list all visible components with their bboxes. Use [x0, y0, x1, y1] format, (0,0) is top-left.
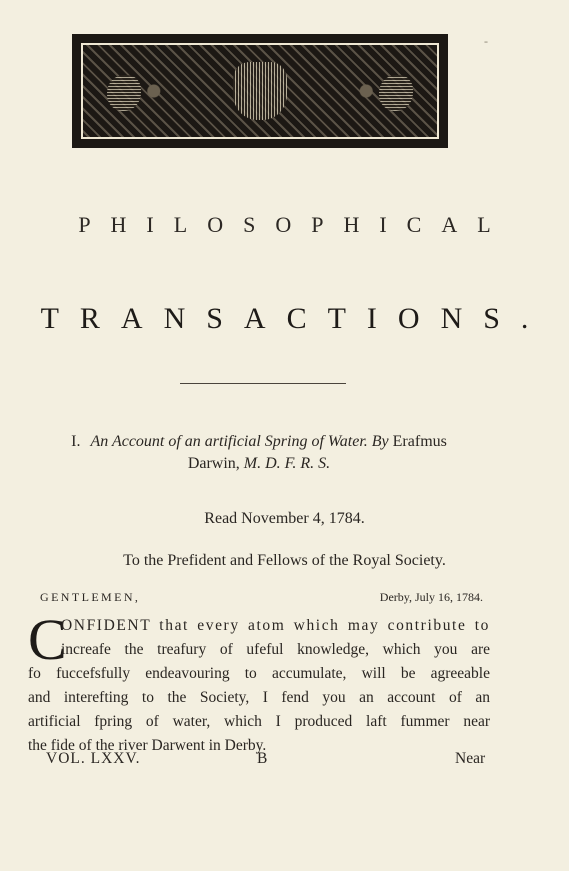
drop-cap: C — [28, 607, 67, 672]
urn-ornament — [233, 62, 287, 120]
body-line: artificial fpring of water, which I produced laft fummer near — [28, 713, 490, 730]
bird-ornament-left — [107, 75, 141, 111]
headpiece-engraving — [81, 43, 439, 139]
body-line: ONFIDENT that every atom which may contribute to — [61, 617, 490, 634]
article-by: By — [371, 433, 389, 450]
catchword: Near — [455, 750, 486, 767]
salutation: GENTLEMEN, — [40, 590, 141, 604]
address-line: To the Prefident and Fellows of the Royal Society. — [123, 552, 446, 569]
article-title-part1: An Account — [90, 433, 165, 450]
dateline: Derby, July 16, 1784. — [379, 590, 483, 604]
read-date: Read November 4, 1784. — [204, 510, 365, 527]
body-line: the fide of the river Darwent in Derby. — [28, 737, 267, 754]
volume-number: VOL. LXXV. — [46, 750, 141, 767]
article-title-part2: of an artificial Spring of Water. — [168, 433, 368, 450]
title-line-philosophical: PHILOSOPHICAL — [78, 212, 511, 237]
article-number: I. — [71, 433, 81, 450]
title-rule — [180, 383, 346, 384]
body-paragraph — [28, 614, 490, 758]
article-heading — [30, 431, 488, 475]
body-line: fo fuccefsfully endeavouring to accumulate, will be agreeable — [28, 665, 490, 682]
ornamental-headpiece — [72, 34, 448, 148]
signature-mark: B — [257, 750, 268, 767]
title-line-transactions: TRANSACTIONS. — [40, 302, 550, 335]
article-credentials: M. D. F. R. S. — [243, 455, 331, 472]
body-line: and interefting to the Society, I fend you an account of an — [28, 689, 490, 706]
margin-mark: - — [484, 34, 488, 48]
body-line: increafe the treafury of ufeful knowledge, which you are — [61, 641, 490, 658]
bird-ornament-right — [379, 75, 413, 111]
article-author-last: Darwin, — [187, 455, 240, 472]
article-author-first: Erafmus — [392, 433, 447, 450]
